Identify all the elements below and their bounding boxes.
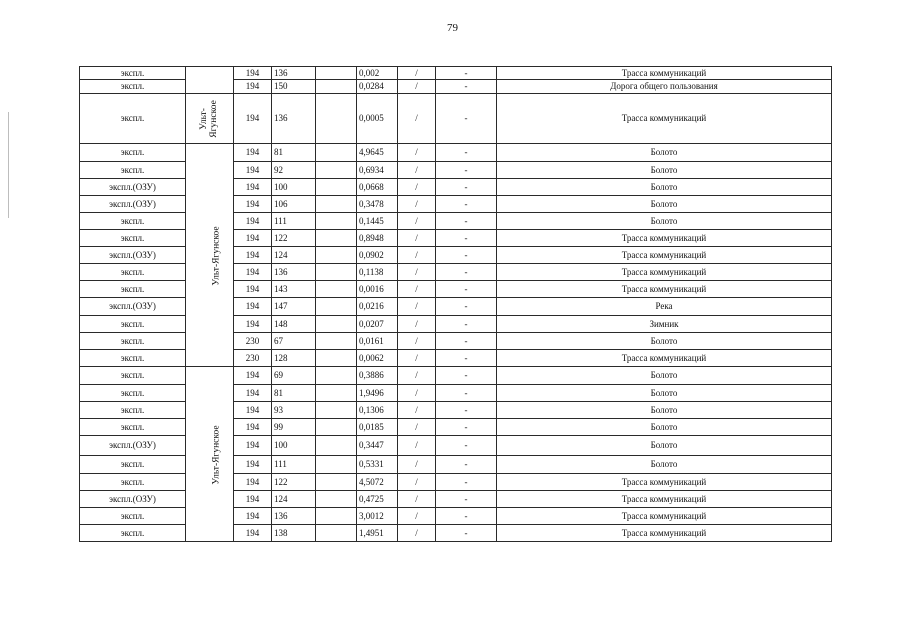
kvartal-cell: 194	[234, 402, 272, 419]
empty-cell	[316, 525, 357, 542]
kvartal-cell: 194	[234, 508, 272, 525]
note-cell: Зимник	[497, 316, 832, 333]
slash-cell: /	[398, 402, 436, 419]
dash-cell: -	[436, 80, 497, 94]
dash-cell: -	[436, 162, 497, 179]
kvartal-cell: 194	[234, 491, 272, 508]
slash-cell: /	[398, 247, 436, 264]
table-body	[80, 67, 832, 542]
note-cell: Болото	[497, 436, 832, 456]
slash-cell: /	[398, 436, 436, 456]
area-cell: 0,0185	[357, 419, 398, 436]
land-use-cell: экспл.	[80, 230, 186, 247]
empty-cell	[316, 196, 357, 213]
empty-cell	[316, 333, 357, 350]
area-cell: 0,0284	[357, 80, 398, 94]
plot-number-cell: 106	[272, 196, 316, 213]
note-cell: Трасса коммуникаций	[497, 94, 832, 144]
plot-number-cell: 100	[272, 436, 316, 456]
area-cell: 0,0902	[357, 247, 398, 264]
area-cell: 4,9645	[357, 144, 398, 162]
slash-cell: /	[398, 333, 436, 350]
note-cell: Трасса коммуникаций	[497, 230, 832, 247]
land-use-cell: экспл.	[80, 316, 186, 333]
area-cell: 0,8948	[357, 230, 398, 247]
land-use-cell: экспл.	[80, 508, 186, 525]
dash-cell: -	[436, 419, 497, 436]
empty-cell	[316, 419, 357, 436]
area-cell: 0,1306	[357, 402, 398, 419]
dash-cell: -	[436, 491, 497, 508]
slash-cell: /	[398, 316, 436, 333]
dash-cell: -	[436, 264, 497, 281]
empty-cell	[316, 162, 357, 179]
empty-cell	[316, 436, 357, 456]
kvartal-cell: 230	[234, 333, 272, 350]
plot-number-cell: 150	[272, 80, 316, 94]
plot-number-cell: 147	[272, 298, 316, 316]
dash-cell: -	[436, 436, 497, 456]
slash-cell: /	[398, 525, 436, 542]
area-cell: 0,1445	[357, 213, 398, 230]
dash-cell: -	[436, 298, 497, 316]
plot-number-cell: 93	[272, 402, 316, 419]
plot-number-cell: 92	[272, 162, 316, 179]
dash-cell: -	[436, 94, 497, 144]
note-cell: Трасса коммуникаций	[497, 350, 832, 367]
kvartal-cell: 194	[234, 67, 272, 80]
land-use-cell: экспл.(ОЗУ)	[80, 179, 186, 196]
plot-number-cell: 148	[272, 316, 316, 333]
land-use-cell: экспл.(ОЗУ)	[80, 247, 186, 264]
empty-cell	[316, 298, 357, 316]
plot-number-cell: 143	[272, 281, 316, 298]
dash-cell: -	[436, 402, 497, 419]
kvartal-cell: 230	[234, 350, 272, 367]
area-cell: 0,6934	[357, 162, 398, 179]
area-cell: 0,0005	[357, 94, 398, 144]
dash-cell: -	[436, 144, 497, 162]
land-use-cell: экспл.	[80, 333, 186, 350]
slash-cell: /	[398, 456, 436, 474]
area-cell: 0,0062	[357, 350, 398, 367]
kvartal-cell: 194	[234, 80, 272, 94]
note-cell: Болото	[497, 162, 832, 179]
area-cell: 0,5331	[357, 456, 398, 474]
note-cell: Болото	[497, 144, 832, 162]
note-cell: Болото	[497, 402, 832, 419]
forestry-location-label: Ульт-Ягунское	[211, 225, 222, 286]
land-use-cell: экспл.	[80, 162, 186, 179]
slash-cell: /	[398, 196, 436, 213]
slash-cell: /	[398, 264, 436, 281]
slash-cell: /	[398, 367, 436, 385]
land-use-cell: экспл.	[80, 144, 186, 162]
plot-number-cell: 122	[272, 230, 316, 247]
plot-number-cell: 136	[272, 67, 316, 80]
land-use-cell: экспл.	[80, 67, 186, 80]
area-cell: 1,4951	[357, 525, 398, 542]
land-use-cell: экспл.	[80, 419, 186, 436]
empty-cell	[316, 508, 357, 525]
plot-number-cell: 69	[272, 367, 316, 385]
land-use-cell: экспл.	[80, 474, 186, 491]
note-cell: Болото	[497, 333, 832, 350]
plot-number-cell: 128	[272, 350, 316, 367]
note-cell: Трасса коммуникаций	[497, 247, 832, 264]
kvartal-cell: 194	[234, 162, 272, 179]
slash-cell: /	[398, 94, 436, 144]
land-use-cell: экспл.	[80, 385, 186, 402]
dash-cell: -	[436, 525, 497, 542]
kvartal-cell: 194	[234, 94, 272, 144]
forestry-location-cell	[186, 367, 234, 542]
kvartal-cell: 194	[234, 419, 272, 436]
table-row	[80, 67, 832, 80]
note-cell: Болото	[497, 196, 832, 213]
empty-cell	[316, 264, 357, 281]
forest-plots-table	[79, 66, 832, 542]
land-use-cell: экспл.	[80, 367, 186, 385]
slash-cell: /	[398, 80, 436, 94]
slash-cell: /	[398, 162, 436, 179]
kvartal-cell: 194	[234, 316, 272, 333]
area-cell: 0,3886	[357, 367, 398, 385]
area-cell: 3,0012	[357, 508, 398, 525]
page-number: 79	[447, 22, 458, 34]
slash-cell: /	[398, 508, 436, 525]
empty-cell	[316, 80, 357, 94]
forestry-location-cell	[186, 67, 234, 94]
slash-cell: /	[398, 491, 436, 508]
dash-cell: -	[436, 385, 497, 402]
slash-cell: /	[398, 419, 436, 436]
area-cell: 0,0207	[357, 316, 398, 333]
slash-cell: /	[398, 144, 436, 162]
note-cell: Болото	[497, 385, 832, 402]
empty-cell	[316, 179, 357, 196]
kvartal-cell: 194	[234, 456, 272, 474]
empty-cell	[316, 491, 357, 508]
plot-number-cell: 99	[272, 419, 316, 436]
area-cell: 1,9496	[357, 385, 398, 402]
note-cell: Дорога общего пользования	[497, 80, 832, 94]
note-cell: Болото	[497, 367, 832, 385]
dash-cell: -	[436, 350, 497, 367]
kvartal-cell: 194	[234, 144, 272, 162]
plot-number-cell: 124	[272, 247, 316, 264]
land-use-cell: экспл.(ОЗУ)	[80, 298, 186, 316]
land-use-cell: экспл.	[80, 94, 186, 144]
binder-edge-line	[8, 112, 9, 218]
land-use-cell: экспл.	[80, 350, 186, 367]
forestry-location-cell	[186, 144, 234, 367]
note-cell: Болото	[497, 419, 832, 436]
forestry-location-cell	[186, 94, 234, 144]
note-cell: Болото	[497, 213, 832, 230]
dash-cell: -	[436, 367, 497, 385]
slash-cell: /	[398, 281, 436, 298]
area-cell: 0,3478	[357, 196, 398, 213]
dash-cell: -	[436, 179, 497, 196]
kvartal-cell: 194	[234, 367, 272, 385]
empty-cell	[316, 385, 357, 402]
area-cell: 0,0668	[357, 179, 398, 196]
land-use-cell: экспл.	[80, 80, 186, 94]
slash-cell: /	[398, 298, 436, 316]
empty-cell	[316, 474, 357, 491]
plot-number-cell: 138	[272, 525, 316, 542]
dash-cell: -	[436, 508, 497, 525]
plot-number-cell: 100	[272, 179, 316, 196]
land-use-cell: экспл.(ОЗУ)	[80, 196, 186, 213]
plot-number-cell: 111	[272, 213, 316, 230]
note-cell: Трасса коммуникаций	[497, 281, 832, 298]
area-cell: 0,0161	[357, 333, 398, 350]
dash-cell: -	[436, 213, 497, 230]
table-row	[80, 367, 832, 385]
forestry-location-label: Ульт- Ягунское	[198, 99, 219, 138]
slash-cell: /	[398, 67, 436, 80]
kvartal-cell: 194	[234, 264, 272, 281]
dash-cell: -	[436, 281, 497, 298]
dash-cell: -	[436, 474, 497, 491]
kvartal-cell: 194	[234, 213, 272, 230]
land-use-cell: экспл.(ОЗУ)	[80, 436, 186, 456]
table-row	[80, 144, 832, 162]
dash-cell: -	[436, 316, 497, 333]
empty-cell	[316, 281, 357, 298]
empty-cell	[316, 144, 357, 162]
note-cell: Болото	[497, 456, 832, 474]
slash-cell: /	[398, 213, 436, 230]
area-cell: 0,0016	[357, 281, 398, 298]
note-cell: Трасса коммуникаций	[497, 508, 832, 525]
empty-cell	[316, 402, 357, 419]
area-cell: 4,5072	[357, 474, 398, 491]
empty-cell	[316, 350, 357, 367]
note-cell: Болото	[497, 179, 832, 196]
plot-number-cell: 111	[272, 456, 316, 474]
empty-cell	[316, 213, 357, 230]
dash-cell: -	[436, 456, 497, 474]
slash-cell: /	[398, 179, 436, 196]
plot-number-cell: 122	[272, 474, 316, 491]
land-use-cell: экспл.	[80, 525, 186, 542]
dash-cell: -	[436, 196, 497, 213]
kvartal-cell: 194	[234, 247, 272, 264]
plot-number-cell: 124	[272, 491, 316, 508]
note-cell: Трасса коммуникаций	[497, 474, 832, 491]
kvartal-cell: 194	[234, 230, 272, 247]
kvartal-cell: 194	[234, 525, 272, 542]
area-cell: 0,3447	[357, 436, 398, 456]
plot-number-cell: 136	[272, 508, 316, 525]
empty-cell	[316, 230, 357, 247]
kvartal-cell: 194	[234, 436, 272, 456]
empty-cell	[316, 316, 357, 333]
note-cell: Трасса коммуникаций	[497, 67, 832, 80]
kvartal-cell: 194	[234, 385, 272, 402]
area-cell: 0,4725	[357, 491, 398, 508]
slash-cell: /	[398, 385, 436, 402]
note-cell: Трасса коммуникаций	[497, 491, 832, 508]
land-use-cell: экспл.	[80, 264, 186, 281]
empty-cell	[316, 367, 357, 385]
slash-cell: /	[398, 474, 436, 491]
plot-number-cell: 136	[272, 94, 316, 144]
plot-number-cell: 81	[272, 144, 316, 162]
note-cell: Трасса коммуникаций	[497, 264, 832, 281]
area-cell: 0,1138	[357, 264, 398, 281]
dash-cell: -	[436, 230, 497, 247]
empty-cell	[316, 94, 357, 144]
kvartal-cell: 194	[234, 281, 272, 298]
area-cell: 0,002	[357, 67, 398, 80]
kvartal-cell: 194	[234, 474, 272, 491]
note-cell: Трасса коммуникаций	[497, 525, 832, 542]
note-cell: Река	[497, 298, 832, 316]
plot-number-cell: 81	[272, 385, 316, 402]
table-row	[80, 94, 832, 144]
land-use-cell: экспл.	[80, 213, 186, 230]
land-use-cell: экспл.	[80, 402, 186, 419]
dash-cell: -	[436, 333, 497, 350]
empty-cell	[316, 67, 357, 80]
slash-cell: /	[398, 350, 436, 367]
land-use-cell: экспл.	[80, 456, 186, 474]
empty-cell	[316, 247, 357, 264]
area-cell: 0,0216	[357, 298, 398, 316]
kvartal-cell: 194	[234, 196, 272, 213]
slash-cell: /	[398, 230, 436, 247]
plot-number-cell: 136	[272, 264, 316, 281]
land-use-cell: экспл.	[80, 281, 186, 298]
kvartal-cell: 194	[234, 298, 272, 316]
forestry-location-label: Ульт-Ягунское	[211, 424, 222, 485]
dash-cell: -	[436, 247, 497, 264]
plot-number-cell: 67	[272, 333, 316, 350]
dash-cell: -	[436, 67, 497, 80]
empty-cell	[316, 456, 357, 474]
land-use-cell: экспл.(ОЗУ)	[80, 491, 186, 508]
kvartal-cell: 194	[234, 179, 272, 196]
